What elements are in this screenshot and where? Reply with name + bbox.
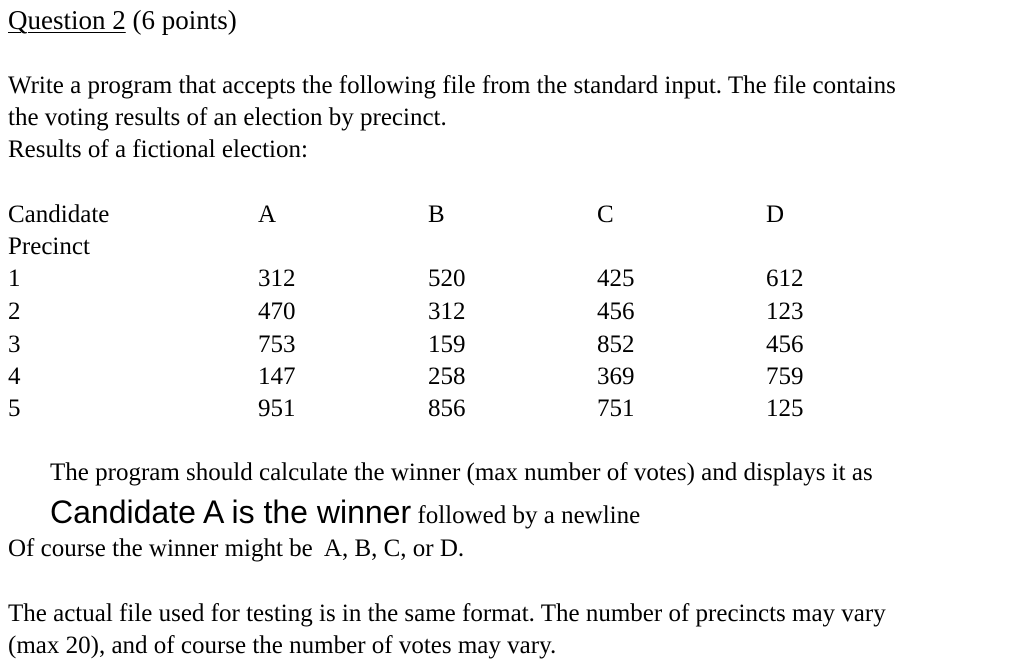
precinct-number: 3 bbox=[8, 331, 21, 358]
table-header-label: Candidate bbox=[8, 201, 110, 228]
vote-count: 369 bbox=[597, 363, 635, 390]
precinct-number: 1 bbox=[8, 265, 21, 292]
candidate-header: D bbox=[766, 201, 785, 228]
vote-count: 470 bbox=[258, 298, 296, 325]
candidate-header: A bbox=[258, 201, 277, 228]
candidate-header: B bbox=[428, 201, 445, 228]
footer-line-2: (max 20), and of course the number of votes may vary. bbox=[8, 632, 557, 659]
winner-example-text: Candidate A is the winner bbox=[50, 494, 412, 530]
vote-count: 612 bbox=[766, 265, 804, 292]
table-row-label: Precinct bbox=[8, 233, 90, 260]
vote-count: 125 bbox=[766, 395, 804, 422]
intro-line-3: Results of a fictional election: bbox=[8, 136, 308, 163]
vote-count: 312 bbox=[428, 298, 466, 325]
vote-count: 456 bbox=[597, 298, 635, 325]
vote-count: 852 bbox=[597, 331, 635, 358]
vote-count: 159 bbox=[428, 331, 466, 358]
precinct-number: 4 bbox=[8, 363, 21, 390]
vote-count: 759 bbox=[766, 363, 804, 390]
instruction-line-3: Of course the winner might be A, B, C, or D. bbox=[8, 535, 465, 562]
vote-count: 520 bbox=[428, 265, 466, 292]
vote-count: 456 bbox=[766, 331, 804, 358]
vote-count: 312 bbox=[258, 265, 296, 292]
winner-example-suffix: followed by a newline bbox=[411, 502, 641, 529]
intro-line-2: the voting results of an election by precinct. bbox=[8, 104, 447, 131]
vote-count: 123 bbox=[766, 298, 804, 325]
precinct-number: 2 bbox=[8, 298, 21, 325]
vote-count: 258 bbox=[428, 363, 466, 390]
vote-count: 147 bbox=[258, 363, 296, 390]
vote-count: 856 bbox=[428, 395, 466, 422]
question-points: (6 points) bbox=[132, 5, 237, 35]
vote-count: 425 bbox=[597, 265, 635, 292]
intro-line-1: Write a program that accepts the following file from the standard input. The file contains bbox=[8, 72, 896, 99]
vote-count: 753 bbox=[258, 331, 296, 358]
vote-count: 951 bbox=[258, 395, 296, 422]
question-title bbox=[8, 2, 237, 38]
precinct-number: 5 bbox=[8, 395, 21, 422]
question-number: Question 2 bbox=[8, 5, 126, 35]
footer-line-1: The actual file used for testing is in the same format. The number of precincts may vary bbox=[8, 600, 886, 627]
candidate-header: C bbox=[597, 201, 614, 228]
vote-count: 751 bbox=[597, 395, 635, 422]
instruction-line-1: The program should calculate the winner (max number of votes) and displays it as bbox=[50, 459, 873, 486]
